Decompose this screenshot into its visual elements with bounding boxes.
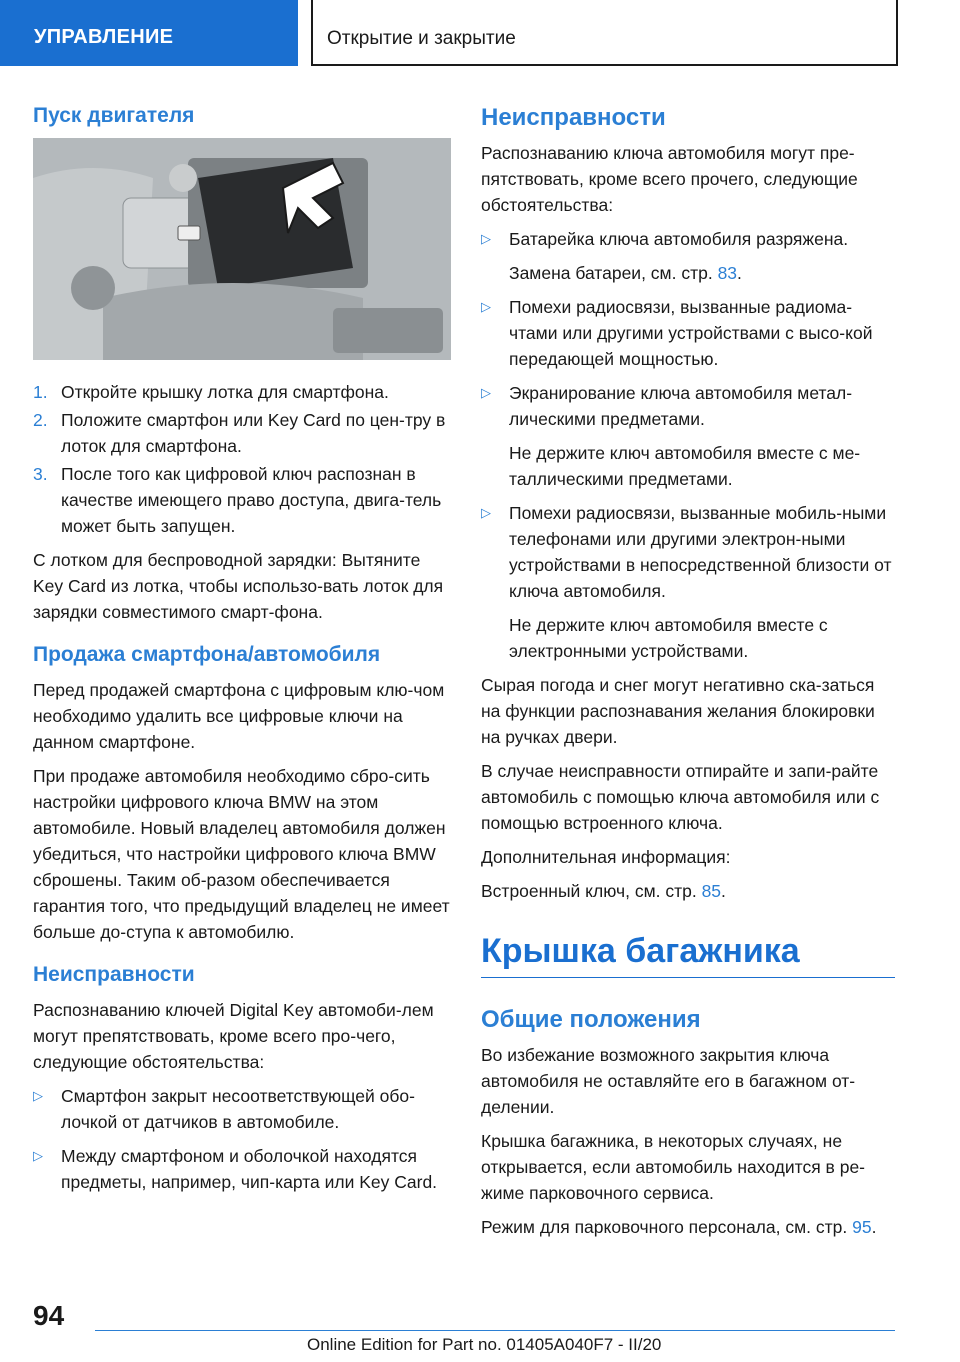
left-column xyxy=(33,104,451,1203)
builtin-key-text: Встроенный ключ, см. стр. xyxy=(481,881,697,901)
header-section-tab xyxy=(0,0,298,66)
header-chapter-tab xyxy=(311,0,898,66)
triangle-bullet-icon: ▷ xyxy=(481,231,491,246)
step-item xyxy=(33,461,451,539)
sale-paragraph-1: Перед продажей смартфона с цифровым клю-чом необходимо удалить все цифровые ключи на данном смартфоне. xyxy=(33,680,445,752)
weather-paragraph: Сырая погода и снег могут негативно ска-заться на функции распознавания желания блокировки на ручках двери. xyxy=(481,675,875,747)
triangle-bullet-icon: ▷ xyxy=(33,1148,43,1163)
footer-edition: Online Edition for Part no. 01405A040F7 - II/20 xyxy=(307,1335,662,1354)
list-item-subtext: Замена батареи, см. стр. 83. xyxy=(509,263,742,283)
key-faults-heading: Неисправности xyxy=(481,104,666,131)
trunk-lid-heading: Крышка багажника xyxy=(481,932,895,978)
list-item xyxy=(481,380,895,432)
sale-heading: Продажа смартфона/автомобиля xyxy=(33,643,381,666)
valet-text: Режим для парковочного персонала, см. стр. xyxy=(481,1217,848,1237)
unlock-paragraph: В случае неисправности отпирайте и запи-райте автомобиль с помощью ключа автомобиля или с помощью встроенного ключа. xyxy=(481,761,880,833)
step-number: 3. xyxy=(33,464,48,484)
list-item xyxy=(33,1083,451,1135)
list-item xyxy=(481,226,895,252)
page-link[interactable]: 85 xyxy=(701,881,722,901)
header-section-label: УПРАВЛЕНИЕ xyxy=(34,26,174,48)
step-text: После того как цифровой ключ распознан в качестве имеющего право доступа, двига-тель может быть запущен. xyxy=(61,464,442,536)
list-item xyxy=(481,500,895,604)
step-number: 1. xyxy=(33,382,48,402)
right-column xyxy=(481,104,895,1248)
header-chapter-label: Открытие и закрытие xyxy=(327,28,516,49)
triangle-bullet-icon: ▷ xyxy=(481,299,491,314)
list-item-text: Экранирование ключа автомобиля метал-лическими предметами. xyxy=(509,383,853,429)
list-item-text: Помехи радиосвязи, вызванные мобиль-ными телефонами или другими электрон-ными устройствами в непосредственной близости от ключа автомобиля. xyxy=(509,503,892,601)
step-item xyxy=(33,407,451,459)
list-item xyxy=(33,1143,451,1195)
list-item-text: Батарейка ключа автомобиля разряжена. xyxy=(509,229,849,249)
triangle-bullet-icon: ▷ xyxy=(481,385,491,400)
wireless-charging-paragraph: С лотком для беспроводной зарядки: Вытяните Key Card из лотка, чтобы использо-вать лоток для зарядки совместимого смарт-фона. xyxy=(33,550,444,622)
general-heading: Общие положения xyxy=(481,1006,701,1033)
digital-key-faults-paragraph: Распознаванию ключей Digital Key автомоби-лем могут препятствовать, кроме всего про-чего, следующие обстоятельства: xyxy=(33,1000,434,1072)
general-paragraph-1: Во избежание возможного закрытия ключа автомобиля не оставляйте его в багажном от-делении. xyxy=(481,1045,856,1117)
step-text: Откройте крышку лотка для смартфона. xyxy=(61,382,389,402)
footer-divider xyxy=(95,1330,895,1331)
triangle-bullet-icon: ▷ xyxy=(33,1088,43,1103)
key-faults-paragraph: Распознаванию ключа автомобиля могут пре-пятствовать, кроме всего прочего, следующие обстоятельства: xyxy=(481,143,858,215)
list-item xyxy=(481,294,895,372)
page-link[interactable]: 95 xyxy=(852,1217,872,1237)
subtext: Замена батареи, см. стр. xyxy=(509,263,713,283)
general-paragraph-3: Режим для парковочного персонала, см. стр. 95. xyxy=(481,1217,877,1237)
step-number: 2. xyxy=(33,410,48,430)
smartphone-tray-photo xyxy=(33,138,451,360)
list-item-text: Помехи радиосвязи, вызванные радиома-чтами или другими устройствами с высо-кой передающей мощностью. xyxy=(509,297,873,369)
triangle-bullet-icon: ▷ xyxy=(481,505,491,520)
info-paragraph: Дополнительная информация: xyxy=(481,847,731,867)
builtin-key-paragraph: Встроенный ключ, см. стр. 85. xyxy=(481,881,726,901)
step-text: Положите смартфон или Key Card по цен-тру в лоток для смартфона. xyxy=(61,410,446,456)
general-paragraph-2: Крышка багажника, в некоторых случаях, не открывается, если автомобиль находится в ре-жиме парковочного сервиса. xyxy=(481,1131,866,1203)
start-engine-heading: Пуск двигателя xyxy=(33,104,195,127)
list-item-subtext: Не держите ключ автомобиля вместе с электронными устройствами. xyxy=(509,615,828,661)
list-item-text: Между смартфоном и оболочкой находятся предметы, например, чип-карта или Key Card. xyxy=(61,1146,438,1192)
sale-paragraph-2: При продаже автомобиля необходимо сбро-сить настройки цифрового ключа BMW на этом автомобиле. Новый владелец автомобиля должен убедиться, что настройки цифрового ключа BMW сброшены. Таким об-разом обеспечивается гарантия того, что предыдущий владелец не имеет больше до-ступа к автомобилю. xyxy=(33,766,450,942)
list-item-text: Смартфон закрыт несоответствующей обо-лочкой от датчиков в автомобиле. xyxy=(61,1086,415,1132)
list-item-subtext: Не держите ключ автомобиля вместе с ме-таллическими предметами. xyxy=(509,443,861,489)
digital-key-faults-heading: Неисправности xyxy=(33,963,195,986)
page-number: 94 xyxy=(33,1300,65,1331)
step-item xyxy=(33,379,451,405)
page-link[interactable]: 83 xyxy=(717,263,738,283)
